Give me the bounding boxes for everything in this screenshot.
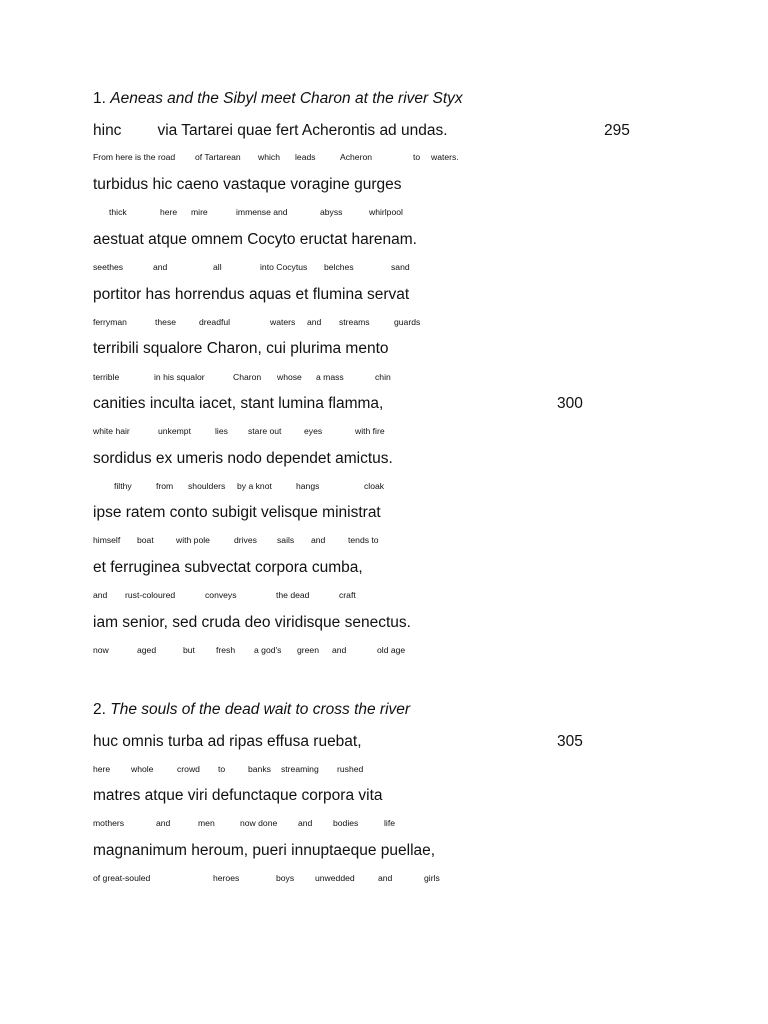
gloss-word: ferryman xyxy=(93,317,127,327)
gloss-word: whose xyxy=(277,372,302,382)
gloss-word: mire xyxy=(191,207,208,217)
gloss-word: boat xyxy=(137,535,154,545)
gloss-word: white hair xyxy=(93,426,130,436)
gloss-word: guards xyxy=(394,317,421,327)
latin-line: terribili squalore Charon, cui plurima mento xyxy=(93,340,389,357)
latin-line: huc omnis turba ad ripas effusa ruebat, xyxy=(93,733,362,750)
gloss-word: whirlpool xyxy=(369,207,403,217)
latin-line xyxy=(93,121,448,141)
gloss-word: and xyxy=(332,645,347,655)
gloss-word: tends to xyxy=(348,535,379,545)
gloss-word: bodies xyxy=(333,818,359,828)
gloss-word: banks xyxy=(248,764,271,774)
section-number: 1. xyxy=(93,90,106,107)
gloss-word: men xyxy=(198,818,215,828)
line-number: 305 xyxy=(557,733,583,750)
gloss-word: craft xyxy=(339,590,356,600)
latin-line: magnanimum heroum, pueri innuptaeque puellae, xyxy=(93,842,436,859)
gloss-word: by a knot xyxy=(237,481,272,491)
gloss-word: immense and xyxy=(236,207,288,217)
gloss-word: rust-coloured xyxy=(125,590,176,600)
gloss-word: hangs xyxy=(296,481,320,491)
gloss-word: streams xyxy=(339,317,370,327)
gloss-word: to xyxy=(413,152,421,162)
gloss-word: waters. xyxy=(431,152,459,162)
gloss-word: filthy xyxy=(114,481,132,491)
gloss-word: eyes xyxy=(304,426,323,436)
gloss-word: and xyxy=(378,873,393,883)
latin-line: sordidus ex umeris nodo dependet amictus. xyxy=(93,450,393,467)
latin-line: ipse ratem conto subigit velisque ministrat xyxy=(93,504,381,521)
gloss-word: dreadful xyxy=(199,317,231,327)
gloss-word: abyss xyxy=(320,207,343,217)
gloss-word: into Cocytus xyxy=(260,262,308,272)
gloss-word: Acheron xyxy=(340,152,373,162)
gloss-word: unwedded xyxy=(315,873,355,883)
gloss-word: with pole xyxy=(176,535,210,545)
gloss-word: conveys xyxy=(205,590,237,600)
gloss-word: but xyxy=(183,645,195,655)
section-2-heading xyxy=(93,700,410,720)
gloss-word: sails xyxy=(277,535,295,545)
gloss-word: lies xyxy=(215,426,228,436)
section-title: Aeneas and the Sibyl meet Charon at the river Styx xyxy=(110,90,463,107)
gloss-word: life xyxy=(384,818,395,828)
gloss-word: crowd xyxy=(177,764,200,774)
gloss-word: green xyxy=(297,645,319,655)
gloss-word: and xyxy=(307,317,322,327)
gloss-word: waters xyxy=(270,317,296,327)
gloss-word: here xyxy=(160,207,178,217)
section-number: 2. xyxy=(93,701,106,718)
gloss-word: which xyxy=(258,152,280,162)
gloss-word: of great-souled xyxy=(93,873,151,883)
latin-line: et ferruginea subvectat corpora cumba, xyxy=(93,559,363,576)
gloss-word: and xyxy=(93,590,108,600)
gloss-word: drives xyxy=(234,535,257,545)
gloss-word: thick xyxy=(109,207,127,217)
section-1-heading xyxy=(93,89,463,109)
gloss-word: and xyxy=(153,262,168,272)
gloss-word: stare out xyxy=(248,426,282,436)
gloss-word: shoulders xyxy=(188,481,226,491)
gloss-word: rushed xyxy=(337,764,364,774)
gloss-word: now xyxy=(93,645,109,655)
gloss-word: terrible xyxy=(93,372,120,382)
gloss-word: unkempt xyxy=(158,426,191,436)
latin-line: iam senior, sed cruda deo viridisque senectus. xyxy=(93,614,411,631)
gloss-word: whole xyxy=(131,764,154,774)
gloss-word: to xyxy=(218,764,226,774)
gloss-word: leads xyxy=(295,152,316,162)
gloss-word: chin xyxy=(375,372,391,382)
gloss-word: and xyxy=(311,535,326,545)
line-number: 300 xyxy=(557,395,583,412)
gloss-word: sand xyxy=(391,262,410,272)
gloss-word: himself xyxy=(93,535,121,545)
gloss-word: with fire xyxy=(355,426,385,436)
latin-line: turbidus hic caeno vastaque voragine gurges xyxy=(93,176,402,193)
gloss-word: a mass xyxy=(316,372,344,382)
gloss-word: now done xyxy=(240,818,278,828)
gloss-word: here xyxy=(93,764,111,774)
gloss-word: heroes xyxy=(213,873,240,883)
gloss-word: girls xyxy=(424,873,440,883)
gloss-word: all xyxy=(213,262,222,272)
gloss-word: boys xyxy=(276,873,295,883)
gloss-word: cloak xyxy=(364,481,385,491)
gloss-word: a god's xyxy=(254,645,282,655)
gloss-word: fresh xyxy=(216,645,236,655)
line-number: 295 xyxy=(604,122,630,139)
gloss-word: From here is the road xyxy=(93,152,176,162)
gloss-word: belches xyxy=(324,262,354,272)
gloss-word: of Tartarean xyxy=(195,152,241,162)
latin-phrase: via Tartarei quae fert Acherontis ad undas. xyxy=(157,122,448,139)
gloss-word: and xyxy=(156,818,171,828)
gloss-word: mothers xyxy=(93,818,125,828)
gloss-word: these xyxy=(155,317,177,327)
gloss-word: in his squalor xyxy=(154,372,205,382)
gloss-word: the dead xyxy=(276,590,310,600)
section-title: The souls of the dead wait to cross the river xyxy=(110,701,411,718)
latin-line: aestuat atque omnem Cocyto eructat harenam. xyxy=(93,231,417,248)
latin-line: matres atque viri defunctaque corpora vita xyxy=(93,787,383,804)
latin-word: hinc xyxy=(93,122,122,139)
latin-line: canities inculta iacet, stant lumina flamma, xyxy=(93,395,384,412)
gloss-word: old age xyxy=(377,645,406,655)
gloss-word: streaming xyxy=(281,764,319,774)
gloss-word: aged xyxy=(137,645,157,655)
gloss-word: from xyxy=(156,481,174,491)
gloss-word: seethes xyxy=(93,262,124,272)
latin-line: portitor has horrendus aquas et flumina servat xyxy=(93,286,410,303)
gloss-word: and xyxy=(298,818,313,828)
gloss-word: Charon xyxy=(233,372,262,382)
